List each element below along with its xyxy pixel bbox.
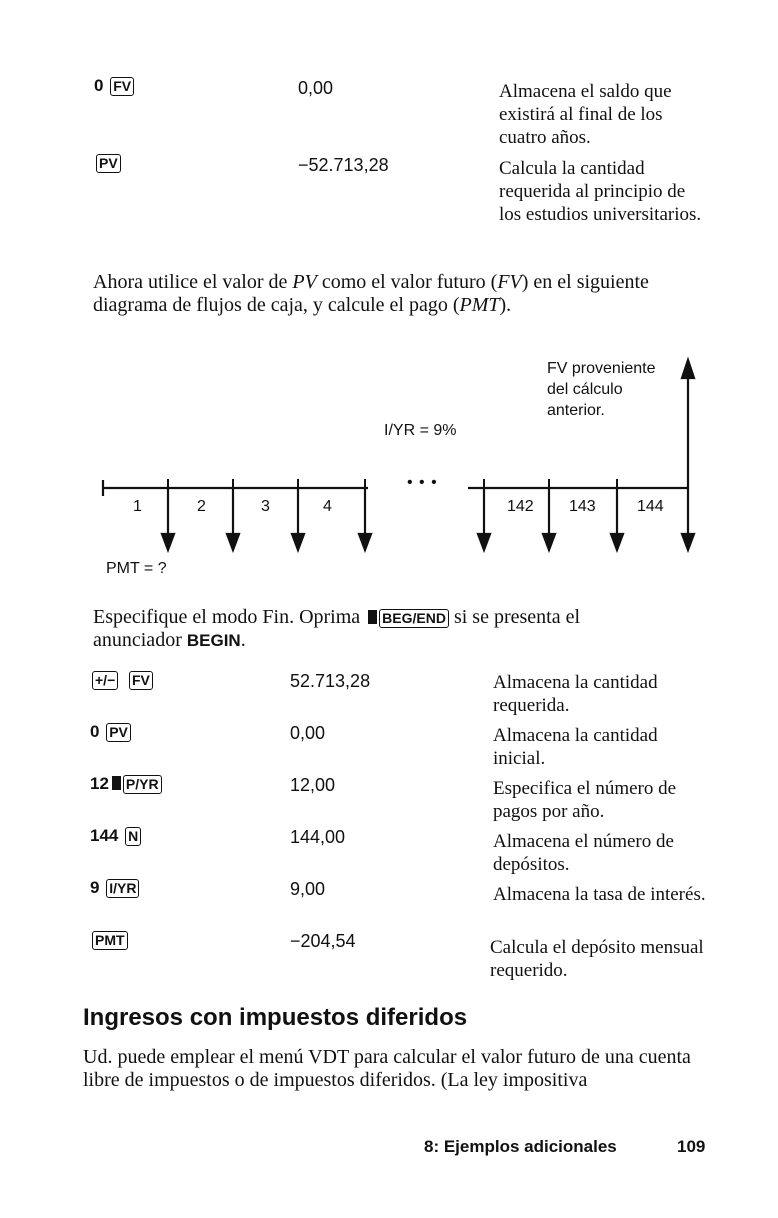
key-prefix: 9: [90, 878, 100, 897]
payment-arrow-head: [359, 534, 371, 550]
step-description: Calcula la cantidad requerida al principio de los estudios universitarios.: [499, 158, 702, 225]
period-label: 144: [637, 498, 664, 515]
payment-arrow-head: [227, 534, 239, 550]
key-prefix: 144: [90, 826, 119, 845]
display-value: 0,00: [298, 78, 334, 98]
text-run: como el valor futuro (: [316, 271, 498, 293]
fv-key: FV: [129, 671, 153, 690]
keystroke-fv-0: [94, 76, 134, 96]
n-key: N: [125, 827, 141, 846]
period-label: 1: [133, 498, 142, 515]
pmt-label: PMT = ?: [106, 560, 167, 577]
interest-rate-label: I/YR = 9%: [384, 422, 457, 439]
fv-label-line: del cálculo: [547, 381, 623, 398]
fv-key: FV: [110, 77, 134, 96]
display-value: 12,00: [290, 775, 336, 795]
pv-key: PV: [106, 723, 131, 742]
cash-flow-svg: [0, 340, 778, 590]
period-label: 3: [261, 498, 270, 515]
text-run: Especifique el modo Fin. Oprima: [93, 606, 366, 628]
payment-arrow-head: [162, 534, 174, 550]
text-run: PV: [292, 271, 317, 293]
step-description: Almacena la cantidad inicial.: [493, 725, 658, 769]
text-run: ).: [499, 294, 512, 316]
section-heading: Ingresos con impuestos diferidos: [83, 1004, 468, 1031]
step-description: Almacena el número de depósitos.: [493, 831, 674, 875]
display-value: 0,00: [290, 723, 326, 743]
step-description: Especifica el número de pagos por año.: [493, 778, 677, 822]
text-run: si se presenta el: [448, 606, 581, 628]
shift-key-icon: [368, 610, 377, 624]
display-value: 52.713,28: [290, 671, 371, 691]
fv-label: [547, 358, 656, 421]
text-run: ) en el siguiente diagrama de flujos de caja, y calcule el pago (: [93, 271, 649, 316]
payment-arrow-head: [478, 534, 490, 550]
period-label: 4: [323, 498, 332, 515]
keystroke-pyr-12: [90, 774, 162, 794]
beg-end-key: BEG/END: [379, 609, 449, 628]
step-description: Almacena la tasa de interés.: [493, 884, 706, 905]
period-label: 142: [507, 498, 534, 515]
payment-arrow-head: [611, 534, 623, 550]
chapter-footer: 8: Ejemplos adicionales: [424, 1137, 617, 1156]
display-value: 144,00: [290, 827, 346, 847]
cash-flow-diagram: [0, 340, 778, 590]
instruction-paragraph: [93, 271, 693, 317]
page-number: 109: [677, 1137, 706, 1156]
body-paragraph: Ud. puede emplear el menú VDT para calcular el valor futuro de una cuenta libre de impuestos o de impuestos diferidos. (La ley impositiva: [83, 1046, 691, 1091]
keystroke-n-144: [90, 826, 141, 846]
mode-instruction-paragraph: [93, 606, 713, 652]
pyr-key: P/YR: [123, 775, 162, 794]
step-description: Almacena el saldo que existirá al final de los cuatro años.: [499, 81, 672, 148]
change-sign-key: +/−: [92, 671, 118, 690]
fv-label-line: FV proveniente: [547, 360, 656, 377]
keystroke-iyr-9: [90, 878, 139, 898]
display-value: −52.713,28: [298, 155, 389, 175]
pv-key: PV: [96, 154, 121, 173]
text-run: PMT: [459, 294, 500, 316]
key-prefix: 0: [90, 722, 100, 741]
pmt-key: PMT: [92, 931, 128, 950]
payment-arrow-head: [543, 534, 555, 550]
step-description: Calcula el depósito mensual requerido.: [490, 937, 704, 981]
period-label: 143: [569, 498, 596, 515]
keystroke-pv-0: [90, 722, 131, 742]
begin-annunciator: BEGIN: [186, 631, 241, 650]
text-run: .: [240, 629, 246, 651]
keystroke-pmt: [90, 930, 128, 950]
display-value: 9,00: [290, 879, 326, 899]
key-prefix: 0: [94, 76, 104, 95]
iyr-key: I/YR: [106, 879, 139, 898]
period-label: 2: [197, 498, 206, 515]
fv-label-line: anterior.: [547, 402, 605, 419]
shift-key-icon: [112, 776, 121, 790]
continuation-dots: • • •: [407, 474, 438, 491]
keystroke-change-sign-fv: [90, 670, 153, 690]
keystroke-pv: [94, 153, 121, 173]
text-run: anunciador: [93, 629, 187, 651]
key-prefix: 12: [90, 774, 109, 793]
payment-arrow-head: [292, 534, 304, 550]
text-run: Ahora utilice el valor de: [93, 271, 293, 293]
payment-arrow-head: [682, 534, 694, 550]
step-description: Almacena la cantidad requerida.: [493, 672, 658, 716]
fv-arrow-head: [682, 360, 694, 378]
display-value: −204,54: [290, 931, 356, 951]
text-run: FV: [497, 271, 522, 293]
